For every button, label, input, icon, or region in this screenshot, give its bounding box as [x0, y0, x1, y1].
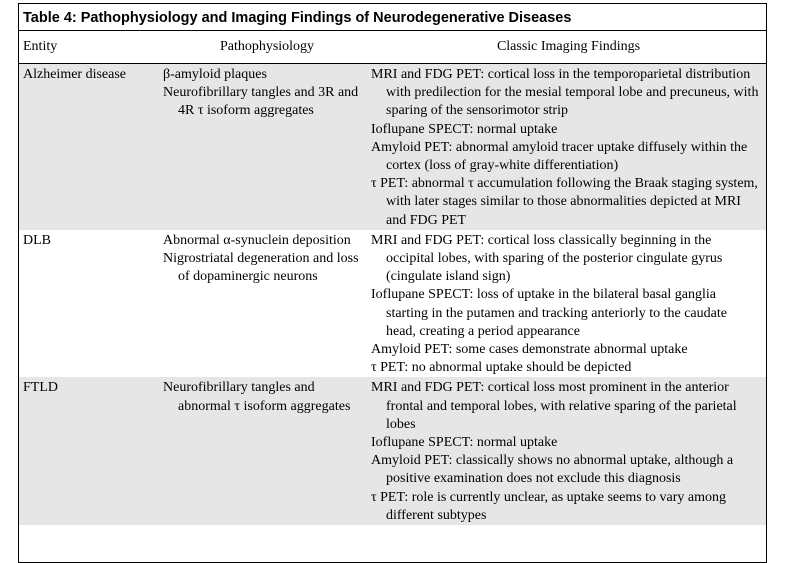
table-row-ftld [19, 377, 766, 525]
cell-pathophysiology [163, 230, 371, 378]
cell-imaging [371, 64, 766, 230]
cell-entity: DLB [23, 232, 51, 248]
imaging-item: Amyloid PET: abnormal amyloid tracer uptake diffusely within the cortex (loss of gray-white differentiation) [371, 139, 748, 174]
patho-item: Neurofibrillary tangles and 3R and 4R τ isoform aggregates [163, 85, 359, 119]
header-imaging: Classic Imaging Findings [371, 31, 766, 64]
imaging-item: Ioflupane SPECT: normal uptake [371, 435, 558, 451]
cell-entity: Alzheimer disease [19, 64, 163, 230]
cell-imaging [371, 377, 766, 525]
header-row [19, 31, 766, 64]
cell-imaging [371, 230, 766, 378]
imaging-item: MRI and FDG PET: cortical loss most prominent in the anterior frontal and temporal lobes, with relative sparing of the parietal lobes [371, 380, 737, 432]
imaging-item: Amyloid PET: some cases demonstrate abnormal uptake [371, 342, 688, 358]
patho-item: Neurofibrillary tangles and abnormal τ isoform aggregates [163, 380, 351, 414]
patho-item: Nigrostriatal degeneration and loss of dopaminergic neurons [163, 251, 359, 285]
imaging-item: Ioflupane SPECT: loss of uptake in the bilateral basal ganglia starting in the putamen and tracking anteriorly to the caudate head, creating a period appearance [371, 287, 727, 339]
table-row-alzheimer [19, 64, 766, 230]
cell-pathophysiology [163, 377, 371, 525]
imaging-item: Amyloid PET: classically shows no abnormal uptake, although a positive examination does not exclude this diagnosis [371, 453, 734, 487]
findings-table [19, 31, 766, 525]
table-row-dlb [19, 230, 766, 378]
patho-item: Abnormal α-synuclein deposition [163, 232, 351, 248]
patho-item: β-amyloid plaques [163, 67, 267, 82]
table-caption: Table 4: Pathophysiology and Imaging Findings of Neurodegenerative Diseases [19, 4, 766, 31]
cell-pathophysiology [163, 64, 371, 230]
cell-entity: FTLD [19, 377, 163, 525]
imaging-item: τ PET: abnormal τ accumulation following the Braak staging system, with later stages similar to those abnormalities depicted at MRI and FDG PET [371, 176, 758, 228]
imaging-item: MRI and FDG PET: cortical loss in the temporoparietal distribution with predilection for the mesial temporal lobe and precuneus, with sparing of the sensorimotor strip [371, 67, 759, 119]
imaging-item: Ioflupane SPECT: normal uptake [371, 121, 558, 137]
header-entity: Entity [19, 31, 163, 64]
imaging-item: MRI and FDG PET: cortical loss classically beginning in the occipital lobes, with sparing of the posterior cingulate gyrus (cingulate island sign) [371, 232, 723, 285]
header-pathophysiology: Pathophysiology [163, 31, 371, 64]
table-header [19, 31, 766, 64]
table-body [19, 64, 766, 526]
imaging-item: τ PET: role is currently unclear, as uptake seems to vary among different subtypes [371, 489, 727, 523]
imaging-item: τ PET: no abnormal uptake should be depicted [371, 360, 632, 376]
table-frame [18, 3, 767, 563]
